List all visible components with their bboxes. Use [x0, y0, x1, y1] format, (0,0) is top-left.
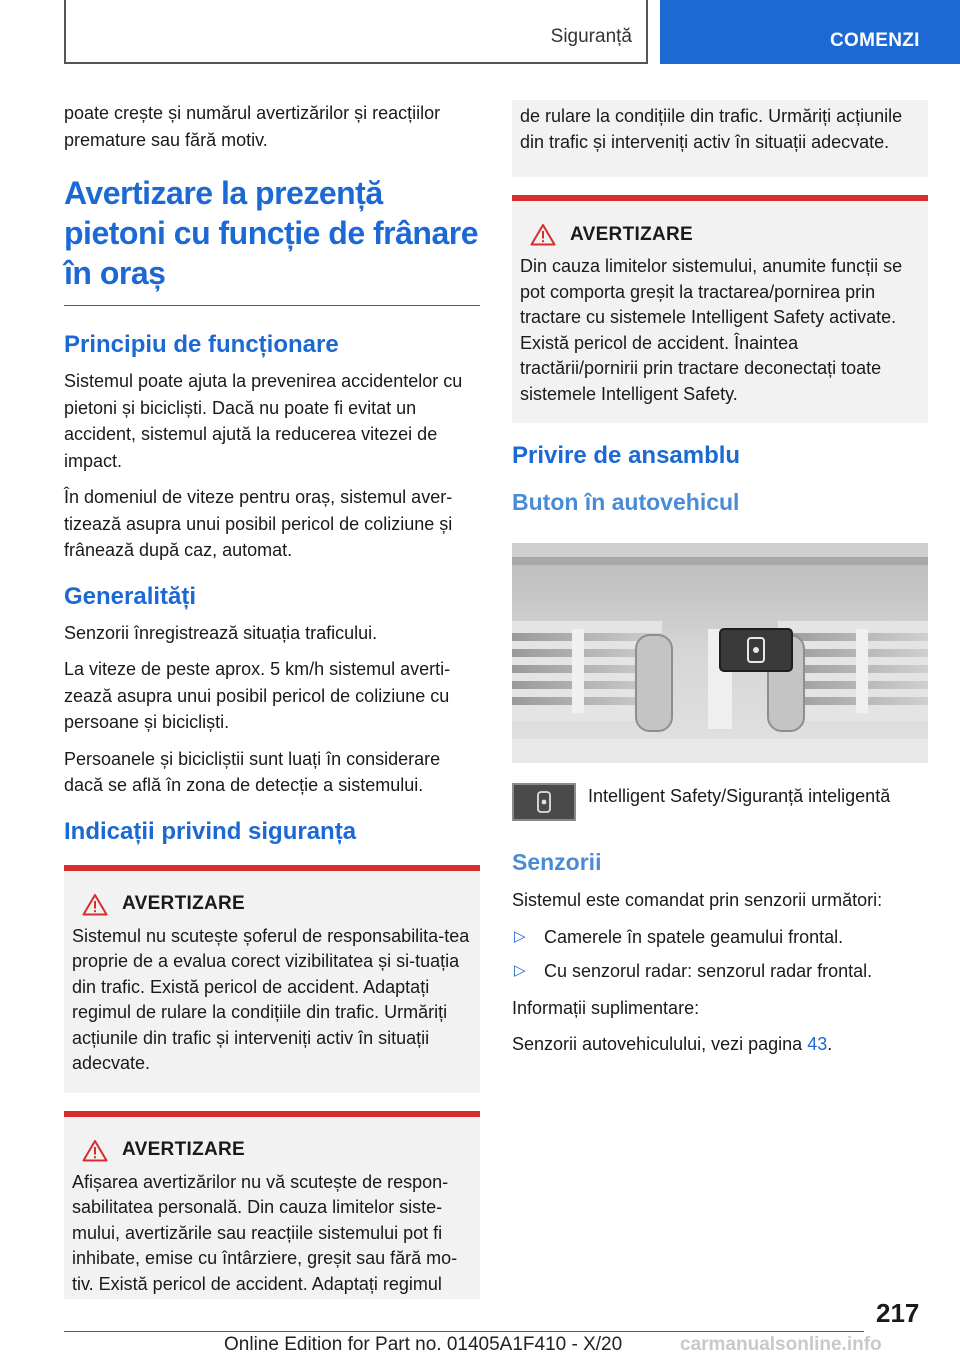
watermark: carmanualsonline.info	[680, 1334, 882, 1355]
sensors-reference-text: Senzorii autovehiculului, vezi pagina	[512, 1034, 808, 1054]
page-reference-link[interactable]: 43	[807, 1034, 828, 1054]
principle-paragraph-2: În domeniul de viteze pentru oraș, sistemul aver‐tizează asupra unui posibil pericol de coliziune și frânează după caz, automat.	[64, 487, 453, 560]
warning-box-1	[64, 865, 480, 1093]
warning-box-1-text: Sistemul nu scutește șoferul de responsabilita‐tea proprie de a evalua corect vizibilitatea și si‐tuația din trafic. Există pericol de accident. Adaptați regimul de rulare la condițiile din trafic. Urmăriți acțiunile din trafic și interveniți activ în situații adecvate.	[72, 925, 470, 1073]
heading-overview: Privire de ansamblu	[512, 442, 741, 469]
warning-box-3-title: AVERTIZARE	[570, 223, 693, 245]
general-paragraph-1: Senzorii înregistrează situația traficului.	[64, 622, 378, 643]
list-item	[512, 958, 928, 985]
title-rule	[64, 305, 480, 306]
sensors-reference-end: .	[827, 1034, 833, 1054]
page-number: 217	[876, 1298, 920, 1328]
principle-paragraph-1: Sistemul poate ajuta la prevenirea accidentelor cu pietoni și bicicliști. Dacă nu poate fi evitat un accident, sistemul ajută la reducerea vitezei de impact.	[64, 371, 463, 471]
left-column	[64, 100, 480, 1299]
warning-box-2-title: AVERTIZARE	[122, 1139, 245, 1160]
list-item-text: Camerele în spatele geamului frontal.	[544, 926, 844, 947]
warning-box-3-title-row	[520, 223, 920, 246]
warning-box-2-title-row	[72, 1139, 472, 1162]
warning-triangle-icon	[82, 1139, 108, 1162]
warning-box-3-text: Din cauza limitelor sistemului, anumite funcții se pot comporta greșit la tractarea/pornirea prin tractare cu sistemele Intelligent Safety activate. Există pericol de accident. Înaintea tractării/pornirii prin tractare deconectați toate sistemele Intelligent Safety.	[520, 256, 903, 404]
header-tab-comenzi[interactable]: COMENZI	[660, 0, 960, 64]
warning-triangle-icon	[530, 223, 556, 246]
button-caption: Intelligent Safety/Siguranță inteligentă	[588, 786, 891, 806]
left-air-vent	[512, 621, 672, 731]
warning-triangle-icon	[82, 893, 108, 916]
heading-general: Generalități	[64, 582, 197, 610]
sensors-reference	[512, 1031, 928, 1058]
list-item	[512, 924, 928, 951]
warning-box-3	[512, 195, 928, 423]
intelligent-safety-button-icon	[720, 629, 792, 671]
button-caption-row	[512, 783, 928, 821]
sensors-more-label: Informații suplimentare:	[512, 997, 700, 1018]
warning-box-2	[64, 1111, 480, 1300]
general-paragraph-2: La viteze de peste aprox. 5 km/h sistemul averti‐zează asupra unui posibil pericol de coliziune cu persoane și bicicliști.	[64, 659, 451, 732]
heading-safety: Indicații privind siguranța	[64, 817, 357, 845]
heading-sensors: Senzorii	[512, 849, 602, 875]
warning-box-2-text: Afișarea avertizărilor nu vă scutește de respon‐sabilitatea personală. Din cauza limitelor siste‐mului, avertizările sau reacțiile sistemului pot fi inhibate, emise cu întârziere, greșit sau fără mo‐tiv. Există pericol de accident. Adaptați regimul	[72, 1171, 458, 1294]
intro-paragraph: poate crește și numărul avertizărilor și reacțiilor premature sau fără motiv.	[64, 103, 441, 150]
heading-button-in-vehicle: Buton în autovehicul	[512, 489, 740, 515]
heading-principle: Principiu de funcționare	[64, 331, 339, 358]
sensors-intro: Sistemul este comandat prin senzorii următori:	[512, 890, 883, 910]
intelligent-safety-button-icon	[512, 783, 576, 821]
right-column	[512, 100, 928, 1068]
list-item-text: Cu senzorul radar: senzorul radar frontal.	[544, 961, 873, 981]
sensors-list	[512, 924, 928, 985]
page-title: Avertizare la prezență pietoni cu funcție de frânare în oraș	[64, 175, 479, 291]
warning-box-1-title: AVERTIZARE	[122, 893, 245, 914]
warning-box-2-continuation	[512, 100, 928, 177]
footer-rule	[64, 1331, 864, 1332]
warning-box-2-continuation-text: de rulare la condițiile din trafic. Urmăriți acțiunile din trafic și interveniți activ în situații adecvate.	[520, 106, 903, 152]
header-frame	[64, 0, 648, 64]
triangle-bullet-icon: ▷	[514, 927, 526, 945]
footer-edition: Online Edition for Part no. 01405A1F410 - X/20	[224, 1334, 623, 1355]
dashboard-button-photo	[512, 543, 928, 763]
triangle-bullet-icon: ▷	[514, 962, 526, 979]
general-paragraph-3: Persoanele și bicicliștii sunt luați în considerare dacă se află în zona de detecție a sistemului.	[64, 748, 441, 795]
header-section-title: Siguranță	[550, 26, 632, 47]
warning-box-1-title-row	[72, 893, 472, 916]
